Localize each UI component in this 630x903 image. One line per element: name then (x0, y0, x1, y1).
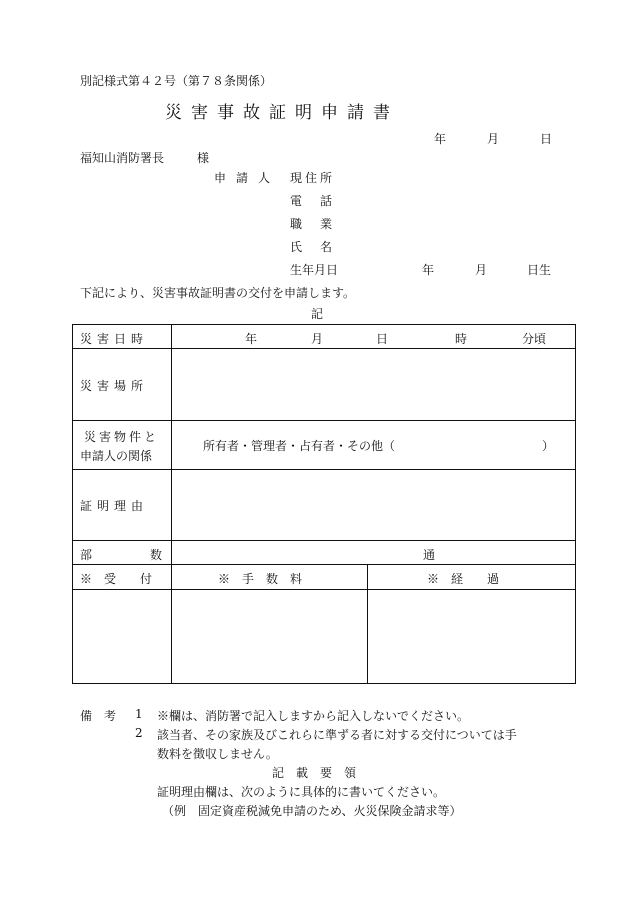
applicant-address-label: 現住所 (290, 171, 336, 185)
intro-text: 下記により、災害事故証明書の交付を申請します。 (80, 286, 356, 300)
date-day-label: 日 (540, 132, 553, 146)
relation-close-paren: ） (542, 439, 555, 453)
date-year-label: 年 (434, 132, 447, 146)
relation-label-line2: 申請人の関係 (80, 449, 153, 463)
notes-label: 備 考 (80, 709, 117, 723)
addressee-honorific: 様 (197, 151, 210, 165)
applicant-phone-label: 電話 (290, 194, 351, 208)
copies-label-a: 部 (80, 548, 93, 562)
note-2-number: 2 (135, 726, 143, 740)
relation-label-line1: 災害物件と (84, 430, 160, 444)
office-receipt-header: ※ 受 付 (80, 572, 153, 586)
note-2-text: 該当者、その家族及びこれらに準ずる者に対する交付については手 (157, 728, 517, 742)
office-fee-header: ※ 手 数 料 (218, 572, 303, 586)
certification-reason-label: 証明理由 (80, 499, 149, 513)
note-2-text-continued: 数料を徴収しません。 (157, 747, 278, 761)
guide-line1: 証明理由欄は、次のように具体的に書いてください。 (157, 785, 446, 799)
guide-title: 記 載 要 領 (272, 766, 357, 780)
datetime-minute-unit: 分頃 (522, 332, 547, 346)
datetime-day-unit: 日 (376, 332, 389, 346)
copies-unit: 通 (423, 548, 436, 562)
applicant-name-label: 氏名 (290, 240, 351, 254)
birth-day-unit: 日生 (527, 263, 552, 277)
addressee-name: 福知山消防署長 (80, 151, 165, 165)
applicant-occupation-label: 職業 (290, 217, 351, 231)
applicant-label: 申請人 (214, 171, 281, 185)
note-1-text: ※欄は、消防署で記入しますから記入しないでください。 (157, 709, 470, 723)
office-progress-header: ※ 経 過 (427, 572, 500, 586)
form-reference: 別記様式第４２号（第７８条関係） (80, 74, 273, 88)
datetime-year-unit: 年 (245, 332, 258, 346)
copies-label-b: 数 (150, 548, 163, 562)
relation-options: 所有者・管理者・占有者・その他（ (203, 439, 396, 453)
disaster-datetime-label: 災害日時 (80, 332, 149, 346)
form-title: 災害事故証明申請書 (165, 103, 399, 123)
ki-heading: 記 (311, 307, 324, 321)
birth-year-unit: 年 (422, 263, 435, 277)
note-1-number: 1 (135, 707, 143, 721)
applicant-birthdate-label: 生年月日 (290, 263, 339, 277)
datetime-month-unit: 月 (311, 332, 324, 346)
disaster-place-label: 災害場所 (80, 379, 149, 393)
birth-month-unit: 月 (475, 263, 488, 277)
date-month-label: 月 (487, 132, 500, 146)
datetime-hour-unit: 時 (455, 332, 468, 346)
guide-line2: （例 固定資産税減免申請のため、火災保険金請求等） (162, 804, 462, 818)
